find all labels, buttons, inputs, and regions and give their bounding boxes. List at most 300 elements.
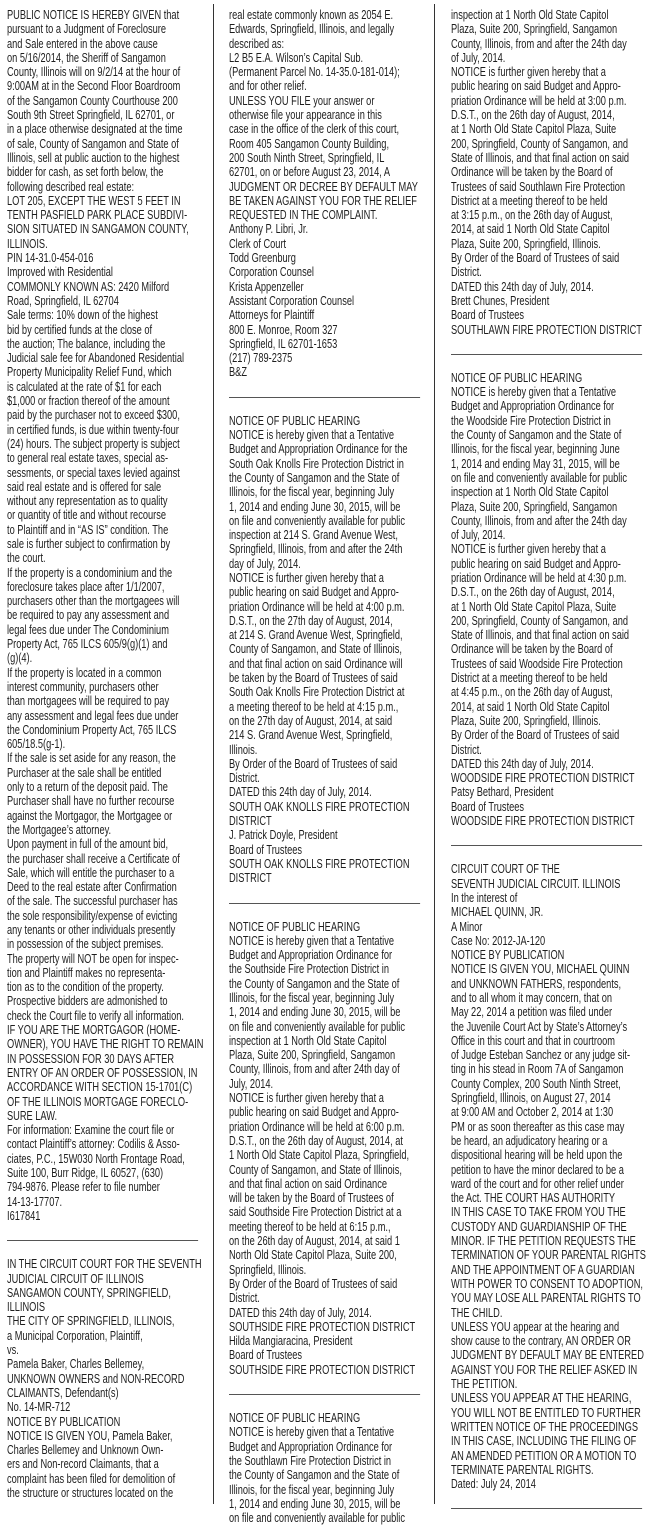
notice-text-line: will be taken by the Board of Trustees of	[229, 1191, 394, 1206]
notice-text-line: SOUTHSIDE FIRE PROTECTION DISTRICT	[229, 1319, 416, 1334]
notice-text-line: public hearing on said Budget and Appro-	[229, 1105, 399, 1120]
notice-text-line: Springfield, Illinois, from and after the 24th	[229, 542, 403, 557]
notice-text-line: purchasers other than the mortgagees will	[7, 594, 180, 609]
notice-text-line: only to a return of the deposit paid. The	[7, 780, 168, 795]
notice-separator	[451, 845, 642, 846]
notice-text-line: and Sale entered in the above cause	[7, 36, 158, 51]
notice-text-line: ting in his stead in Room 7A of Sangamon	[451, 1062, 624, 1077]
notice-text-line: South Oak Knolls Fire Protection District at	[229, 685, 405, 700]
notice-text-line: the Condominium Property Act, 765 ILCS	[7, 722, 177, 737]
notice-text-line: IN POSSESSION FOR 30 DAYS AFTER	[7, 1051, 175, 1066]
notice-text-line: priation Ordinance will be held at 6:00 p.m.	[229, 1119, 405, 1134]
notice-text-line: ENTRY OF AN ORDER OF POSSESSION, IN	[7, 1065, 198, 1080]
notice-text-line: DISTRICT	[229, 814, 272, 829]
notice-text-line: D.S.T., on the 27th day of August, 2014,	[229, 613, 393, 628]
notice-text-line: be required to pay any assessment and	[7, 608, 170, 623]
notice-text-line: WOODSIDE FIRE PROTECTION DISTRICT	[451, 771, 635, 786]
notice-text-line: and that final action on said Ordinance	[229, 1176, 387, 1191]
legal-notice	[229, 920, 426, 1378]
notice-text-line: the Southside Fire Protection District in	[229, 962, 390, 977]
notice-text-line: AN AMENDED PETITION OR A MOTION TO	[451, 1448, 637, 1463]
legal-notice	[7, 8, 204, 1223]
notice-text-line: Purchaser at the sale shall be entitled	[7, 765, 162, 780]
notice-text-line: than mortgagees will be required to pay	[7, 694, 170, 709]
notice-text-line: Sale terms: 10% down of the highest	[7, 308, 158, 323]
notice-text-line: day of July, 2014.	[229, 556, 301, 571]
notice-text-line: COMMONLY KNOWN AS: 2420 Milford	[7, 279, 170, 294]
notice-text-line: the Juvenile Court Act by State’s Attorney’s	[451, 1019, 628, 1034]
notice-text-line: ers and Non-record Claimants, that a	[7, 1457, 159, 1472]
notice-text-line: SOUTH OAK KNOLLS FIRE PROTECTION	[229, 799, 410, 814]
notice-text-line: North Old State Capitol Plaza, Suite 200,	[229, 1248, 397, 1263]
notice-text-line: 2014, at said 1 North Old State Capitol	[451, 699, 610, 714]
notice-text-line: on file and conveniently available for public	[229, 513, 405, 528]
notice-text-line: case in the office of the clerk of this court,	[229, 122, 400, 137]
notice-text-line: CLAIMANTS, Defendant(s)	[7, 1385, 119, 1400]
notice-text-line: UNLESS YOU FILE your answer or	[229, 93, 375, 108]
notice-text-line: Prospective bidders are admonished to	[7, 994, 168, 1009]
notice-text-line: NOTICE is hereby given that a Tentative	[229, 1425, 394, 1440]
notice-text-line: Case No: 2012-JA-120	[451, 933, 546, 948]
notice-text-line: of July, 2014.	[451, 50, 506, 65]
notice-text-line: NOTICE IS GIVEN YOU, MICHAEL QUINN	[451, 962, 630, 977]
notice-text-line: meeting thereof to be held at 6:15 p.m.,	[229, 1219, 391, 1234]
notice-text-line: ACCORDANCE WITH SECTION 15-1701(C)	[7, 1080, 193, 1095]
notice-text-line: THE PETITION.	[451, 1377, 518, 1392]
legal-notice	[229, 1411, 426, 1525]
notice-text-line: inspection at 1 North Old State Capitol	[451, 485, 609, 500]
notice-text-line: petition to have the minor declared to be a	[451, 1162, 624, 1177]
notice-text-line: JUDICIAL CIRCUIT OF ILLINOIS	[7, 1271, 144, 1286]
notice-text-line: 1, 2014 and ending June 30, 2015, will be	[229, 499, 401, 514]
notice-text-line: Assistant Corporation Counsel	[229, 293, 355, 308]
notice-text-line: 214 S. Grand Avenue West, Springfield,	[229, 728, 393, 743]
notice-text-line: Clerk of Court	[229, 236, 287, 251]
notice-text-line: to Plaintiff and in “AS IS” condition. The	[7, 522, 169, 537]
notice-text-line: IN THIS CASE TO TAKE FROM YOU THE	[451, 1205, 626, 1220]
notice-text-line: 200, Springfield, County of Sangamon, and	[451, 613, 629, 628]
notice-text-line: DATED this 24th day of July, 2014.	[229, 1305, 372, 1320]
notice-text-line: public hearing on said Budget and Appro-	[229, 585, 399, 600]
notice-text-line: NOTICE OF PUBLIC HEARING	[451, 370, 583, 385]
notice-text-line: be heard, an adjudicatory hearing or a	[451, 1133, 608, 1148]
notice-text-line: 794-9876. Please refer to file number	[7, 1180, 160, 1195]
notice-text-line: South 9th Street Springfield, IL 62701, or	[7, 108, 175, 123]
notice-text-line: Board of Trustees	[229, 842, 303, 857]
notice-text-line: paid by the purchaser not to exceed $300,	[7, 408, 180, 423]
notice-text-line: Trustees of said Southlawn Fire Protection	[451, 179, 626, 194]
notice-text-line: 200 South Ninth Street, Springfield, IL	[229, 150, 385, 165]
notice-text-line: Illinois, for the fiscal year, beginning July	[229, 1482, 395, 1497]
notice-separator	[229, 1394, 420, 1395]
notice-text-line: pursuant to a Judgment of Foreclosure	[7, 22, 167, 37]
notice-text-line: B&Z	[229, 365, 248, 380]
notice-text-line: County, Illinois, from and after 24th day of	[229, 1062, 400, 1077]
notice-text-line: District.	[451, 265, 482, 280]
notice-text-line: Charles Bellemey and Unknown Own-	[7, 1443, 164, 1458]
notice-text-line: South Oak Knolls Fire Protection District in	[229, 456, 404, 471]
notice-text-line: Room 405 Sangamon County Building,	[229, 136, 390, 151]
notice-text-line: CUSTODY AND GUARDIANSHIP OF THE	[451, 1219, 627, 1234]
notice-text-line: in a place otherwise designated at the time	[7, 122, 183, 137]
notice-text-line: BE TAKEN AGAINST YOU FOR THE RELIEF	[229, 193, 417, 208]
notice-text-line: 9:00AM at in the Second Floor Boardroom	[7, 79, 181, 94]
notice-text-line: UNLESS YOU appear at the hearing and	[451, 1319, 620, 1334]
notice-text-line: Property Municipality Relief Fund, which	[7, 365, 172, 380]
notice-text-line: JUDGMENT BY DEFAULT MAY BE ENTERED	[451, 1348, 644, 1363]
notice-text-line: SEVENTH JUDICIAL CIRCUIT. ILLINOIS	[451, 876, 621, 891]
notice-text-line: Budget and Appropriation Ordinance for	[229, 948, 393, 963]
notice-text-line: D.S.T., on the 26th day of August, 2014,	[451, 585, 615, 600]
notice-separator	[229, 903, 420, 904]
notice-text-line: SOUTH OAK KNOLLS FIRE PROTECTION	[229, 856, 410, 871]
notice-text-line: Dated: July 24, 2014	[451, 1477, 536, 1492]
notice-text-line: sale is further subject to confirmation by	[7, 536, 171, 551]
notice-text-line: the County of Sangamon and the State of	[229, 470, 400, 485]
notice-text-line: Trustees of said Woodside Fire Protection	[451, 656, 623, 671]
notice-text-line: check the Court file to verify all information.	[7, 1008, 184, 1023]
notice-text-line: District.	[229, 1291, 260, 1306]
notice-text-line: Budget and Appropriation Ordinance for	[229, 1439, 393, 1454]
notice-text-line: bid by certified funds at the close of	[7, 322, 153, 337]
notice-separator	[451, 354, 642, 355]
notice-text-line: By Order of the Board of Trustees of said	[451, 251, 620, 266]
notice-text-line: D.S.T., on the 26th day of August, 2014,	[451, 108, 615, 123]
notice-text-line: REQUESTED IN THE COMPLAINT.	[229, 208, 378, 223]
notice-text-line: Pamela Baker, Charles Bellemey,	[7, 1357, 145, 1372]
legal-notice	[451, 371, 648, 829]
notice-text-line: without any representation as to quality	[7, 494, 168, 509]
notice-text-line: of the sale. The successful purchaser has	[7, 894, 178, 909]
column-2	[229, 8, 425, 1525]
notice-separator	[7, 1240, 198, 1241]
notice-text-line: Edwards, Springfield, Illinois, and legally	[229, 22, 395, 37]
notice-text-line: and to all whom it may concern, that on	[451, 991, 613, 1005]
notice-text-line: OF THE ILLINOIS MORTGAGE FORECLO-	[7, 1094, 189, 1109]
notice-text-line: tion and Plaintiff makes no representa-	[7, 965, 166, 980]
notice-text-line: YOU MAY LOSE ALL PARENTAL RIGHTS TO	[451, 1291, 641, 1306]
notice-text-line: in possession of the subject premises.	[7, 937, 164, 952]
notice-text-line: County Complex, 200 South Ninth Street,	[451, 1076, 621, 1091]
notice-text-line: Judicial sale fee for Abandoned Residential	[7, 351, 185, 366]
notice-text-line: Suite 100, Burr Ridge, IL 60527, (630)	[7, 1166, 164, 1181]
notice-text-line: NOTICE is hereby given that a Tentative	[229, 933, 394, 948]
notice-text-line: the sole responsibility/expense of evicting	[7, 908, 178, 923]
notice-text-line: SANGAMON COUNTY, SPRINGFIELD,	[7, 1285, 171, 1300]
notice-text-line: PIN 14-31.0-454-016	[7, 251, 94, 266]
column-divider	[434, 4, 435, 1504]
notice-text-line: any tenants or other individuals presently	[7, 923, 176, 937]
notice-text-line: on 5/16/2014, the Sheriff of Sangamon	[7, 50, 166, 65]
notice-text-line: on the 27th day of August, 2014, at said	[229, 713, 393, 728]
notice-text-line: Brett Chunes, President	[451, 293, 550, 308]
notice-text-line: IN THE CIRCUIT COURT FOR THE SEVENTH	[7, 1257, 202, 1272]
notice-text-line: said Southside Fire Protection District at a	[229, 1205, 402, 1220]
notice-separator	[229, 397, 420, 398]
legal-notice	[229, 8, 426, 380]
notice-text-line: (g)(4).	[7, 651, 33, 666]
notice-text-line: in certified funds, is due within twenty-four	[7, 422, 179, 437]
notice-text-line: IN THIS CASE, INCLUDING THE FILING OF	[451, 1434, 637, 1449]
notice-text-line: For information: Examine the court file or	[7, 1123, 175, 1138]
column-1	[7, 8, 203, 1500]
notice-text-line: the Woodside Fire Protection District in	[451, 413, 611, 428]
notice-text-line: Attorneys for Plaintiff	[229, 308, 315, 323]
notice-text-line: Ordinance will be taken by the Board of	[451, 165, 613, 180]
notice-text-line: ILLINOIS	[7, 1300, 46, 1315]
notice-text-line: LOT 205, EXCEPT THE WEST 5 FEET IN	[7, 193, 181, 208]
notice-text-line: Plaza, Suite 200, Springfield, Sangamon	[451, 499, 618, 514]
notice-text-line: Plaza, Suite 200, Springfield, Illinois.	[451, 236, 601, 251]
notice-text-line: If the property is located in a common	[7, 665, 162, 680]
notice-text-line: dispositional hearing will be held upon the	[451, 1148, 623, 1163]
notice-text-line: Sale, which will entitle the purchaser to a	[7, 865, 175, 880]
notice-text-line: NOTICE OF PUBLIC HEARING	[229, 919, 361, 934]
notice-text-line: Illinois, for the fiscal year, beginning July	[229, 991, 395, 1005]
notice-text-line: OWNER), YOU HAVE THE RIGHT TO REMAIN	[7, 1037, 204, 1052]
notice-text-line: vs.	[7, 1343, 19, 1358]
notice-text-line: at 3:15 p.m., on the 26th day of August,	[451, 208, 613, 223]
notice-text-line: UNLESS YOU APPEAR AT THE HEARING,	[451, 1391, 632, 1406]
notice-text-line: By Order of the Board of Trustees of said	[451, 728, 620, 743]
notice-text-line: described as:	[229, 36, 285, 51]
notice-text-line: NOTICE BY PUBLICATION	[7, 1414, 121, 1429]
notice-text-line: at 214 S. Grand Avenue West, Springfield,	[229, 628, 403, 643]
notice-text-line: THE CHILD.	[451, 1305, 503, 1320]
notice-text-line: real estate commonly known as 2054 E.	[229, 8, 394, 22]
notice-text-line: Plaza, Suite 200, Springfield, Sangamon	[451, 22, 618, 37]
notice-text-line: SION SITUATED IN SANGAMON COUNTY,	[7, 222, 189, 237]
notice-text-line: Plaza, Suite 200, Springfield, Illinois.	[451, 713, 601, 728]
notice-text-line: of July, 2014.	[451, 528, 506, 543]
notice-text-line: May 22, 2014 a petition was filed under	[451, 1005, 613, 1020]
notice-text-line: DISTRICT	[229, 871, 272, 886]
notice-text-line: If the sale is set aside for any reason, the	[7, 751, 176, 766]
notice-text-line: UNKNOWN OWNERS and NON-RECORD	[7, 1371, 185, 1386]
notice-text-line: TERMINATE PARENTAL RIGHTS.	[451, 1462, 594, 1477]
notice-text-line: Plaza, Suite 200, Springfield, Sangamon	[229, 1048, 396, 1063]
notice-text-line: NOTICE is hereby given that a Tentative	[451, 385, 616, 400]
notice-text-line: the auction; The balance, including the	[7, 336, 166, 351]
notice-text-line: Deed to the real estate after Confirmation	[7, 880, 177, 895]
notice-text-line: said real estate and is offered for sale	[7, 479, 162, 494]
notice-text-line: J. Patrick Doyle, President	[229, 828, 338, 843]
legal-notice	[451, 8, 648, 337]
notice-text-line: TENTH PASFIELD PARK PLACE SUBDIVI-	[7, 208, 188, 223]
notice-text-line: NOTICE is further given hereby that a	[229, 1091, 384, 1106]
notice-text-line: NOTICE is further given hereby that a	[451, 542, 606, 557]
notice-text-line: to general real estate taxes, special as-	[7, 451, 169, 466]
notice-text-line: ciates, P.C., 15W030 North Frontage Road,	[7, 1151, 185, 1166]
notice-text-line: legal fees due under The Condominium	[7, 622, 169, 637]
column-divider	[213, 4, 214, 1504]
notice-text-line: is calculated at the rate of $1 for each	[7, 379, 162, 394]
notice-text-line: If the property is a condominium and the	[7, 565, 173, 580]
notice-text-line: NOTICE is further given hereby that a	[451, 65, 606, 80]
notice-text-line: JUDGMENT OR DECREE BY DEFAULT MAY	[229, 179, 418, 194]
notice-text-line: Property Act, 765 ILCS 605/9(g)(1) and	[7, 637, 168, 652]
notice-text-line: IF YOU ARE THE MORTGAGOR (HOME-	[7, 1023, 181, 1038]
notice-text-line: Upon payment in full of the amount bid,	[7, 837, 169, 852]
notice-text-line: A Minor	[451, 919, 483, 934]
notice-text-line: show cause to the contrary, AN ORDER OR	[451, 1334, 631, 1349]
notice-text-line: contact Plaintiff’s attorney: Codilis & Asso-	[7, 1137, 180, 1152]
notice-text-line: WITH POWER TO CONSENT TO ADOPTION,	[451, 1276, 644, 1291]
notice-text-line: County, Illinois, from and after the 24th day	[451, 36, 627, 51]
notice-text-line: Patsy Bethard, President	[451, 785, 554, 800]
notice-text-line: Anthony P. Libri, Jr.	[229, 222, 309, 237]
notice-text-line: MINOR. IF THE PETITION REQUESTS THE	[451, 1234, 636, 1249]
notice-text-line: The property will NOT be open for inspec-	[7, 951, 179, 966]
notice-text-line: the purchaser shall receive a Certificate of	[7, 851, 180, 866]
notice-text-line: on file and conveniently available for public	[229, 1511, 405, 1525]
notice-text-line: be taken by the Board of Trustees of said	[229, 671, 398, 686]
notice-text-line: Budget and Appropriation Ordinance for	[451, 399, 615, 414]
notice-text-line: of Judge Esteban Sanchez or any judge sit-	[451, 1048, 631, 1063]
notice-text-line: D.S.T., on the 26th day of August, 2014, at	[229, 1133, 403, 1148]
notice-text-line: Improved with Residential	[7, 265, 113, 280]
notice-separator	[451, 1508, 642, 1509]
notice-text-line: Board of Trustees	[229, 1348, 303, 1363]
notice-text-line: NOTICE OF PUBLIC HEARING	[229, 1411, 361, 1426]
legal-notice	[229, 414, 426, 886]
notice-text-line: at 1 North Old State Capitol Plaza, Suite	[451, 122, 617, 137]
notice-text-line: 1, 2014 and ending May 31, 2015, will be	[451, 456, 620, 471]
notice-text-line: the Mortgagee’s attorney.	[7, 822, 112, 837]
notice-text-line: or quantity of title and without recourse	[7, 508, 167, 523]
notice-text-line: Ordinance will be taken by the Board of	[451, 642, 613, 657]
notice-text-line: of the Sangamon County Courthouse 200	[7, 93, 178, 108]
notice-text-line: the Act. THE COURT HAS AUTHORITY	[451, 1191, 616, 1206]
notice-text-line: SOUTHLAWN FIRE PROTECTION DISTRICT	[451, 322, 642, 337]
notice-text-line: Corporation Counsel	[229, 265, 314, 280]
notice-text-line: $1,000 or fraction thereof of the amount	[7, 394, 170, 409]
notice-text-line: NOTICE OF PUBLIC HEARING	[229, 413, 361, 428]
notice-text-line: and UNKNOWN FATHERS, respondents,	[451, 976, 622, 991]
notice-text-line: against the Mortgagor, the Mortgagee or	[7, 808, 173, 823]
notice-text-line: the County of Sangamon and the State of	[229, 1468, 400, 1483]
notice-text-line: Illinois, for the fiscal year, beginning July	[229, 485, 395, 500]
notice-text-line: following described real estate:	[7, 179, 135, 194]
notice-text-line: complaint has been filed for demolition of	[7, 1471, 176, 1486]
notice-text-line: priation Ordinance will be held at 3:00 p.m.	[451, 93, 627, 108]
notice-text-line: 605/18.5(g-1).	[7, 737, 66, 752]
notice-text-line: 1, 2014 and ending June 30, 2015, will be	[229, 1496, 401, 1511]
notice-text-line: Illinois, sell at public auction to the highest	[7, 150, 180, 165]
notice-text-line: on the 26th day of August, 2014, at said 1	[229, 1234, 400, 1249]
notice-text-line: County of Sangamon, and State of Illinois,	[229, 1162, 402, 1177]
notice-text-line: 14-13-17707.	[7, 1194, 63, 1209]
notice-text-line: the County of Sangamon and the State of	[229, 976, 400, 991]
notice-text-line: NOTICE BY PUBLICATION	[451, 948, 565, 963]
notice-text-line: DATED this 24th day of July, 2014.	[229, 785, 372, 800]
notice-text-line: ILLINOIS.	[7, 236, 48, 251]
notice-text-line: SOUTHSIDE FIRE PROTECTION DISTRICT	[229, 1362, 416, 1377]
notice-text-line: 2014, at said 1 North Old State Capitol	[451, 222, 610, 237]
notice-text-line: AND THE APPOINTMENT OF A GUARDIAN	[451, 1262, 635, 1277]
notice-text-line: July, 2014.	[229, 1076, 274, 1091]
notice-text-line: District.	[229, 771, 260, 786]
notice-text-line: public hearing on said Budget and Appro-	[451, 79, 621, 94]
notice-text-line: Road, Springfield, IL 62704	[7, 293, 119, 308]
notice-text-line: L2 B5 E.A. Wilson’s Capital Sub.	[229, 50, 364, 65]
notice-text-line: at 4:45 p.m., on the 26th day of August,	[451, 685, 613, 700]
notice-text-line: State of Illinois, and that final action on said	[451, 628, 630, 643]
notice-text-line: DATED this 24th day of July, 2014.	[451, 756, 594, 771]
notice-text-line: Todd Greenburg	[229, 251, 296, 266]
notice-text-line: (217) 789-2375	[229, 351, 293, 366]
notice-text-line: Budget and Appropriation Ordinance for the	[229, 442, 408, 457]
notice-text-line: MICHAEL QUINN, JR.	[451, 905, 544, 920]
notice-text-line: PUBLIC NOTICE IS HEREBY GIVEN that	[7, 8, 180, 22]
notice-text-line: State of Illinois, and that final action on said	[451, 150, 630, 165]
notice-text-line: a Municipal Corporation, Plaintiff,	[7, 1328, 143, 1343]
notice-text-line: TERMINATION OF YOUR PARENTAL RIGHTS	[451, 1248, 646, 1263]
notice-text-line: tion as to the condition of the property.	[7, 980, 164, 995]
notice-text-line: the County of Sangamon and the State of	[451, 428, 622, 443]
notice-text-line: Board of Trustees	[451, 799, 525, 814]
notice-text-line: 1, 2014 and ending June 30, 2015, will be	[229, 1005, 401, 1020]
notice-text-line: sessments, or special taxes levied against	[7, 465, 180, 480]
notice-text-line: a meeting thereof to be held at 4:15 p.m.,	[229, 699, 399, 714]
notice-text-line: By Order of the Board of Trustees of said	[229, 756, 398, 771]
notice-text-line: Hilda Mangiaracina, President	[229, 1334, 353, 1349]
notice-text-line: District at a meeting thereof to be held	[451, 193, 608, 208]
notice-text-line: at 9:00 AM and October 2, 2014 at 1:30	[451, 1105, 614, 1120]
notice-text-line: inspection at 1 North Old State Capitol	[229, 1033, 387, 1048]
notice-text-line: and that final action on said Ordinance will	[229, 656, 403, 671]
notice-text-line: CIRCUIT COURT OF THE	[451, 862, 560, 877]
notice-text-line: ward of the court and for other relief under	[451, 1176, 624, 1191]
legal-notice	[7, 1257, 204, 1500]
notice-text-line: public hearing on said Budget and Appro-	[451, 556, 621, 571]
notice-text-line: 62701, on or before August 23, 2014, A	[229, 165, 391, 180]
notice-text-line: the structure or structures located on the	[7, 1485, 174, 1500]
notice-text-line: 800 E. Monroe, Room 327	[229, 322, 338, 337]
notice-text-line: inspection at 214 S. Grand Avenue West,	[229, 528, 398, 543]
notice-text-line: foreclosure takes place after 1/1/2007,	[7, 579, 165, 594]
notice-text-line: YOU WILL NOT BE ENTITLED TO FURTHER	[451, 1405, 641, 1420]
column-3	[451, 8, 647, 1525]
notice-text-line: County of Sangamon, and State of Illinois,	[229, 642, 402, 657]
notice-text-line: of sale, County of Sangamon and State of	[7, 136, 179, 151]
notice-text-line: Illinois, for the fiscal year, beginning June	[451, 442, 620, 457]
notice-text-line: interest community, purchasers other	[7, 679, 159, 694]
notice-text-line: WOODSIDE FIRE PROTECTION DISTRICT	[451, 814, 635, 829]
notice-text-line: Springfield, IL 62701-1653	[229, 336, 338, 351]
notice-text-line: Illinois.	[229, 742, 258, 757]
notice-text-line: NOTICE is further given hereby that a	[229, 570, 384, 585]
notice-text-line: on file and conveniently available for public	[451, 470, 627, 485]
notice-text-line: priation Ordinance will be held at 4:30 p.m.	[451, 570, 627, 585]
notice-text-line: Springfield, Illinois, on August 27, 2014	[451, 1091, 611, 1106]
notice-text-line: NOTICE IS GIVEN YOU, Pamela Baker,	[7, 1428, 173, 1443]
notice-text-line: PM or as soon thereafter as this case may	[451, 1119, 625, 1134]
notice-text-line: on file and conveniently available for public	[229, 1019, 405, 1034]
notice-text-line: THE CITY OF SPRINGFIELD, ILLINOIS,	[7, 1314, 175, 1329]
notice-text-line: any assessment and legal fees due under	[7, 708, 179, 723]
notice-text-line: By Order of the Board of Trustees of said	[229, 1276, 398, 1291]
notice-text-line: I617841	[7, 1208, 41, 1223]
notice-text-line: District at a meeting thereof to be held	[451, 671, 608, 686]
notice-text-line: AGAINST YOU FOR THE RELIEF ASKED IN	[451, 1362, 638, 1377]
notice-text-line: Office in this court and that in courtroom	[451, 1033, 615, 1048]
legal-notice	[451, 862, 648, 1491]
notice-text-line: the court.	[7, 551, 46, 566]
notice-text-line: In the interest of	[451, 890, 518, 905]
notice-text-line: District.	[451, 742, 482, 757]
notice-text-line: (Permanent Parcel No. 14-35.0-181-014);	[229, 65, 400, 80]
